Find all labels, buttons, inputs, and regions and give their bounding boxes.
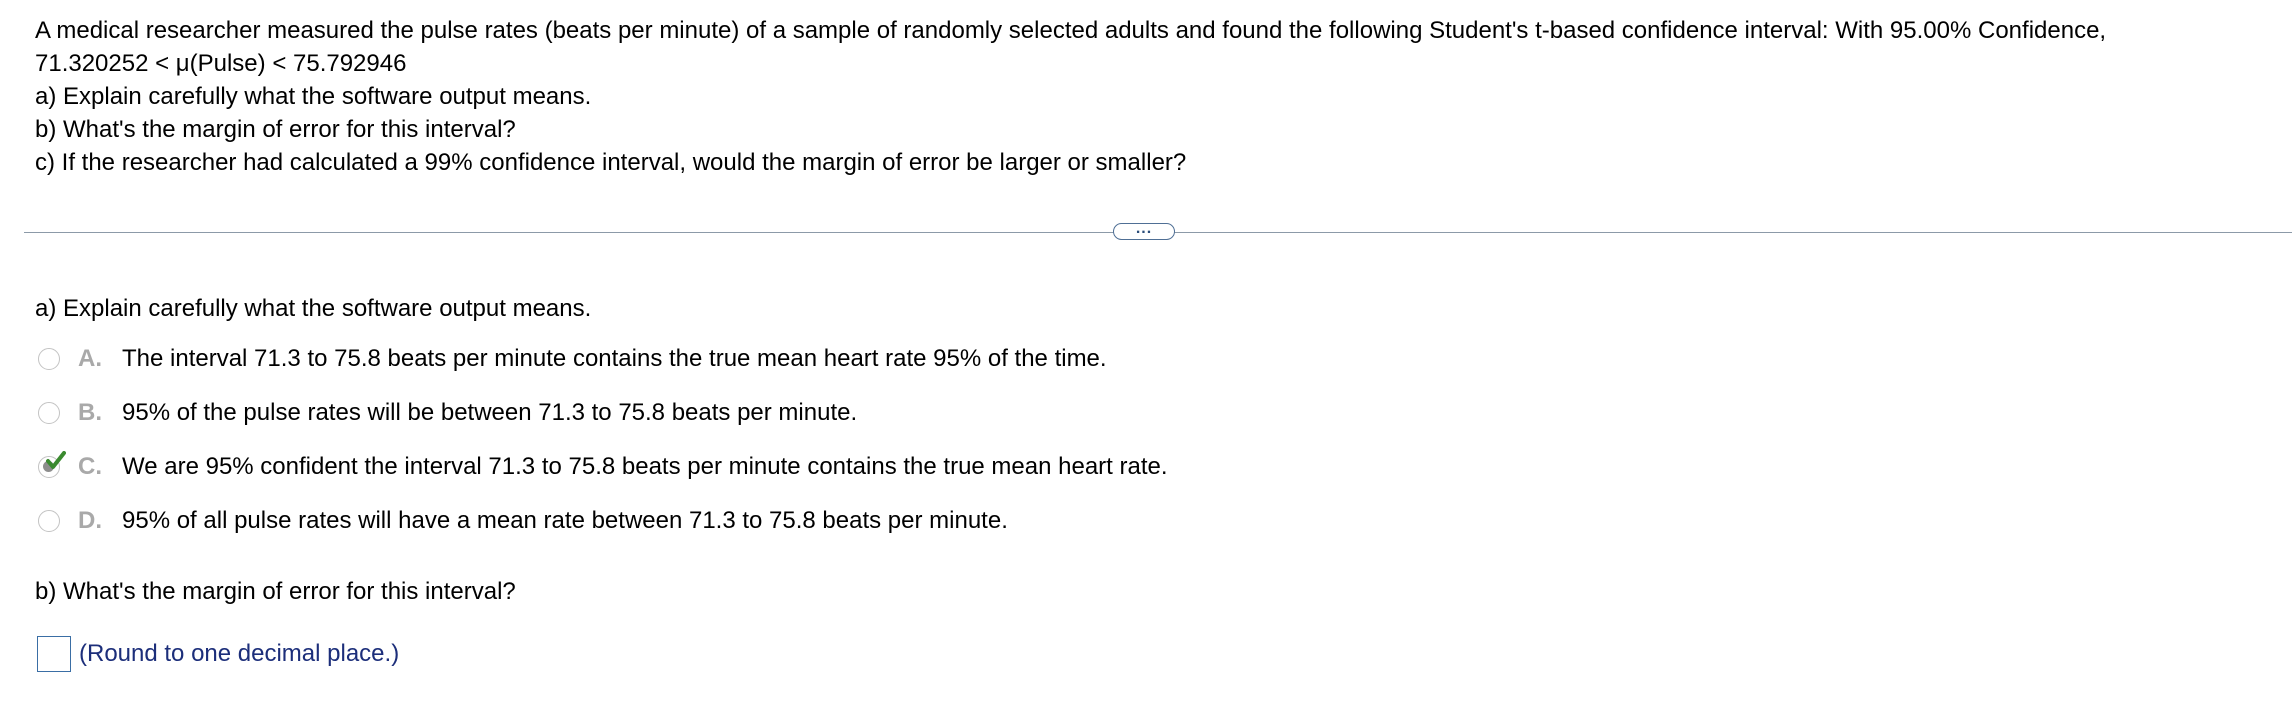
checkmark-icon	[46, 451, 66, 471]
option-text: 95% of all pulse rates will have a mean rate between 71.3 to 75.8 beats per minute.	[122, 507, 1008, 534]
rounding-hint: (Round to one decimal place.)	[79, 640, 400, 667]
question-part-a: a) Explain carefully what the software output means.	[35, 83, 592, 110]
question-part-c: c) If the researcher had calculated a 99% confidence interval, would the margin of error be larger or smaller?	[35, 149, 1187, 176]
question-part-b: b) What's the margin of error for this interval?	[35, 116, 516, 143]
part-a-prompt: a) Explain carefully what the software output means.	[35, 295, 592, 322]
radio-option-a[interactable]	[38, 348, 60, 370]
margin-of-error-input[interactable]	[37, 636, 71, 672]
margin-of-error-answer-row	[37, 636, 399, 672]
option-b[interactable]	[38, 396, 857, 430]
option-text: We are 95% confident the interval 71.3 to 75.8 beats per minute contains the true mean heart rate.	[122, 453, 1168, 480]
option-text: The interval 71.3 to 75.8 beats per minute contains the true mean heart rate 95% of the time.	[122, 345, 1107, 372]
radio-option-d[interactable]	[38, 510, 60, 532]
option-a[interactable]	[38, 342, 1107, 376]
confidence-interval-output: 71.320252 < μ(Pulse) < 75.792946	[35, 50, 407, 77]
option-letter: A.	[78, 345, 102, 372]
option-text: 95% of the pulse rates will be between 71.3 to 75.8 beats per minute.	[122, 399, 858, 426]
part-b-prompt: b) What's the margin of error for this interval?	[35, 578, 516, 605]
radio-option-b[interactable]	[38, 402, 60, 424]
option-letter: B.	[78, 399, 102, 426]
option-c[interactable]	[38, 450, 1168, 484]
option-d[interactable]	[38, 504, 1008, 538]
question-line: A medical researcher measured the pulse rates (beats per minute) of a sample of randomly selected adults and found the following Student's t-based confidence interval: With 95.00% Confidence,	[35, 17, 2107, 44]
option-letter: D.	[78, 507, 102, 534]
expand-button[interactable]	[1113, 219, 1175, 240]
question-text	[35, 14, 2285, 179]
ellipsis-icon: ...	[1135, 219, 1153, 237]
option-letter: C.	[78, 453, 102, 480]
